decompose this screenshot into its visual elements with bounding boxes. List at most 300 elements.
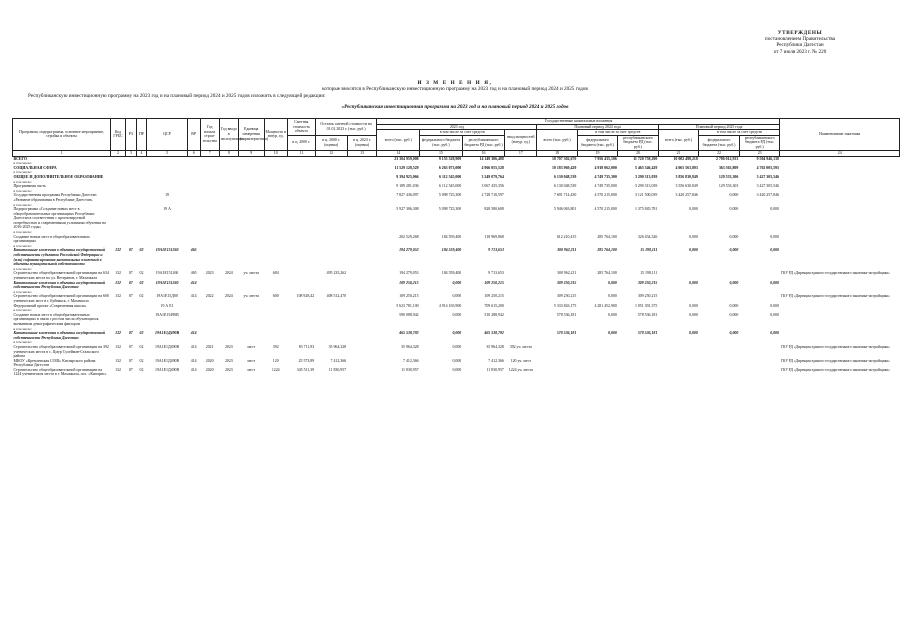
cell-rem-2023 (347, 207, 377, 230)
row-name: в том числе: (13, 340, 32, 345)
cell-rz: 07 (128, 344, 133, 349)
cell-csr: 19А1Е151260 (155, 271, 179, 276)
cell-remain: 35 964,328 (328, 344, 347, 349)
approval-title: УТВЕРЖДЕНЫ (777, 30, 823, 36)
col-rep: республиканского бюджета РД (тыс. руб.) (618, 135, 659, 150)
cell-pr: 02 (139, 248, 144, 253)
row-name: в том числе: (13, 243, 32, 248)
cell-value: 35 964,328 (401, 344, 419, 349)
col-power: Мощность в натур. ед. (264, 119, 287, 151)
cell-unit: уч. места (243, 294, 259, 299)
cell-end (219, 313, 238, 327)
column-number: 5 (147, 150, 188, 156)
row-name: в том числе: (13, 308, 32, 313)
cell-value: 11 529 128,529 (394, 165, 419, 170)
cell-csr: 19А1Е151260 (155, 248, 179, 253)
table-body (13, 156, 900, 377)
cell-value: 0,000 (770, 280, 779, 285)
cell-value: 4 065 563,803 (675, 165, 698, 170)
cell-kod (111, 193, 126, 202)
cell-csr: 19А1Е1Д490В (155, 367, 180, 372)
cell-end (219, 281, 238, 290)
cell-value (505, 248, 537, 266)
cell-value: 11 720 758,290 (633, 156, 658, 161)
cell-remain (315, 313, 347, 327)
col-vr: ВР (187, 119, 200, 151)
cell-value: 465 538,782 (484, 331, 504, 336)
cell-power: 600 (272, 294, 279, 299)
cell-rem-2023 (347, 281, 377, 290)
cell-customer: ГКУ РД «Дирекция единого государственного заказчика-застройщика» (780, 271, 890, 276)
row-name: в том числе: (13, 161, 32, 166)
table-row (13, 248, 900, 266)
cell-value: 0,000 (452, 367, 462, 372)
col-rz: РЗ (125, 119, 136, 151)
column-number: 2 (111, 150, 126, 156)
row-name: в том числе: (13, 179, 32, 184)
cell-value: 0,000 (452, 358, 462, 363)
cell-unit (238, 207, 264, 230)
cell-end (219, 235, 238, 244)
cell-value (505, 281, 537, 290)
cell-pr (136, 193, 147, 202)
cell-value: 7 827 436,097 (396, 193, 419, 198)
cell-value: 3 249 079,764 (481, 174, 504, 179)
cell-rz: 07 (128, 248, 133, 253)
col-incl: в том числе за счет средств (699, 130, 780, 136)
cell-pr: 02 (139, 358, 144, 363)
cell-pr (136, 235, 147, 244)
col-fed: федерального бюджета (тыс. руб.) (577, 135, 618, 150)
cell-remain (315, 331, 347, 340)
cell-power (264, 207, 287, 230)
cell-value: 0,000 (608, 294, 617, 299)
cell-value: 0,000 (689, 207, 698, 212)
cell-value: 2 728 710,597 (481, 193, 504, 198)
cell-end (219, 207, 238, 230)
cell-value: 7 412,366 (403, 358, 419, 363)
cell-rz (125, 193, 136, 202)
cell-value (699, 345, 740, 359)
cell-customer (780, 248, 900, 266)
cell-value: 194 279,053 (399, 271, 419, 276)
cell-pr: 02 (139, 294, 144, 299)
cell-value: 285 764,100 (597, 271, 617, 276)
cell-value: 590 088,942 (399, 312, 419, 317)
cell-value: 363 563,809 (718, 165, 739, 170)
cell-value (658, 359, 699, 368)
cell-value (658, 294, 699, 303)
cell-vr: 414 (190, 294, 197, 299)
cell-value: 0,000 (770, 207, 779, 212)
cell-power (264, 193, 287, 202)
cell-start (200, 331, 219, 340)
cell-value: 0,000 (729, 303, 739, 308)
cell-vr (187, 313, 200, 327)
cell-remain: 7 412,366 (330, 358, 347, 363)
col-customer: Наименование заказчика (780, 119, 900, 151)
cell-kod: 132 (115, 367, 121, 372)
cell-value: 3 556 630,849 (675, 184, 698, 189)
cell-vr: 465 (190, 248, 197, 253)
cell-estimate (287, 271, 315, 280)
cell-power: 392 (272, 344, 279, 349)
row-name: Подпрограмма «Создание новых мест в общеобразовательных организациях Республики Дагестан в соответствии с прогнозируемой потребностью и современными условиями обучения на 2016-2025 годы» (13, 207, 106, 230)
cell-value: 15 198,111 (640, 248, 658, 253)
cell-value: 3 290 313,039 (634, 184, 658, 189)
cell-value: 4 749 735,000 (594, 184, 617, 189)
cell-rem-2023 (347, 248, 377, 266)
cell-vr (187, 235, 200, 244)
cell-estimate (287, 331, 315, 340)
approval-stamp (700, 30, 900, 55)
cell-value: 9 189 281,036 (396, 184, 419, 189)
cell-end (219, 331, 238, 340)
cell-pr: 02 (139, 367, 144, 372)
table-row (13, 294, 900, 303)
cell-value (739, 345, 780, 359)
cell-value: 5 098 725,300 (438, 193, 462, 198)
row-name: в том числе: (13, 289, 32, 294)
cell-value: 0,000 (729, 331, 739, 336)
row-name: Капитальные вложения в объекты государственной собственности Республики Дагестан (13, 331, 106, 340)
cell-value (618, 345, 659, 359)
cell-rem-2023 (347, 271, 377, 280)
cell-csr: 19А1Е1Д490В (155, 358, 180, 363)
cell-value: 0,000 (689, 280, 698, 285)
cell-vr: 414 (190, 358, 197, 363)
table-row (13, 207, 900, 230)
cell-value: 0,000 (689, 248, 698, 253)
cell-estimate (287, 207, 315, 230)
cell-value: 3 427 305,546 (756, 184, 779, 189)
col-fed: федерального бюджета (тыс. руб.) (699, 135, 740, 150)
cell-estimate (287, 281, 315, 290)
cell-customer (780, 207, 900, 230)
cell-value: 309 250,215 (637, 294, 658, 299)
col-gov: Государственные капитальные вложения (377, 119, 780, 125)
cell-end: 2024 (224, 271, 233, 276)
cell-value (577, 359, 618, 368)
cell-value: 0,000 (452, 331, 462, 336)
cell-value: 309 250,215 (556, 294, 577, 299)
cell-value (577, 368, 618, 377)
cell-rz (125, 313, 136, 327)
cell-remain: 495 235,262 (326, 271, 347, 276)
cell-value: 0,000 (452, 344, 462, 349)
cell-end: 2024 (224, 294, 233, 299)
column-number: 24 (780, 150, 900, 156)
cell-value: 300 962,211 (557, 271, 577, 276)
cell-value (739, 294, 780, 303)
cell-value: 9 713,653 (488, 248, 504, 253)
row-name: Строительство общеобразовательной организации на 600 ученических мест в г. Буйнакск, г. Махачкала (13, 294, 109, 303)
cell-value: 5 623 781,100 (396, 303, 419, 308)
cell-value: 6 130 048,539 (553, 174, 577, 179)
cell-power (264, 281, 287, 290)
column-number: 18 (537, 150, 578, 156)
cell-kod (111, 235, 126, 244)
row-name: Создание новых мест в общеобразовательных организациях в связи с ростом числа обучающихся, вызванным демографическим фактором (13, 312, 100, 326)
cell-value: 300 962,211 (557, 248, 577, 253)
approval-line: Республики Дагестан (776, 42, 824, 49)
cell-value: 109 250,215 (484, 280, 504, 285)
cell-rem-2023 (347, 359, 377, 368)
cell-rz: 07 (128, 271, 133, 276)
col-plan-2025: Плановый период 2025 года (658, 124, 780, 130)
column-number: 22 (699, 150, 740, 156)
cell-rem-2023 (347, 235, 377, 244)
cell-start (200, 193, 219, 202)
cell-value: 3 427 305,546 (756, 174, 779, 179)
col-fed: федерального бюджета (тыс. руб.) (420, 135, 463, 150)
cell-value: 0,000 (608, 280, 617, 285)
cell-value (739, 271, 780, 280)
cell-value: 184 559,400 (441, 271, 462, 276)
cell-value: 10 183 969,429 (551, 165, 577, 170)
cell-power (264, 235, 287, 244)
cell-vr: 414 (190, 367, 197, 372)
cell-unit (238, 313, 264, 327)
row-name: Строительство общеобразовательной организации на 1224 ученических места в г. Махачкала, пос. «Кипарис» (13, 367, 107, 377)
col-start: Год начала строи-тельства (200, 119, 219, 151)
cell-value: 109 250,215 (484, 294, 504, 299)
col-2023: 2023 год (377, 124, 537, 130)
cell-value: 3 067 435,356 (481, 184, 504, 189)
table-row (13, 281, 900, 290)
cell-value (505, 331, 537, 340)
cell-estimate (287, 248, 315, 266)
cell-start: 2023 (205, 271, 214, 276)
cell-value: 5 333 843,175 (553, 303, 577, 308)
cell-end: 2023 (224, 367, 233, 372)
col-plan-2024: Плановый период 2024 года (537, 124, 659, 130)
table-row (13, 313, 900, 327)
cell-value: 3 420 257,846 (675, 193, 698, 198)
row-name: Программная часть (13, 184, 46, 189)
column-number: 19 (577, 150, 618, 156)
cell-value (658, 345, 699, 359)
cell-csr (147, 235, 188, 244)
cell-kod: 132 (115, 344, 121, 349)
cell-value: 6 112 545,000 (438, 184, 462, 189)
col-rem-2000: в ц. 2000 г. (оценка) (315, 135, 347, 150)
cell-pr: 02 (139, 271, 144, 276)
cell-value: 10 002 498,218 (673, 156, 698, 161)
cell-value: 11 830,957 (401, 367, 419, 372)
cell-unit: мест (247, 344, 256, 349)
cell-remain: 11 830,957 (328, 367, 347, 372)
cell-rem-2023 (347, 294, 377, 303)
cell-value: 0,000 (608, 312, 617, 317)
cell-value: 4 749 735,300 (594, 174, 617, 179)
col-total: всего (тыс. руб.) (377, 130, 420, 150)
cell-value: 285 764,100 (597, 234, 617, 239)
cell-remain (315, 207, 347, 230)
cell-value: 0,000 (452, 280, 462, 285)
cell-value (505, 235, 537, 244)
cell-value: 6 112 545,000 (439, 174, 462, 179)
cell-value (577, 345, 618, 359)
cell-power: 684 (272, 271, 279, 276)
approval-date: от 7 июля 2023 г. № 220 (773, 48, 827, 55)
cell-unit (238, 193, 264, 202)
column-number: 12 (315, 150, 347, 156)
cell-value (537, 359, 578, 368)
cell-value: 392 уч. места (509, 344, 532, 349)
cell-remain: 408 512,470 (326, 294, 347, 299)
cell-pr: 02 (139, 331, 144, 336)
approval-line: постановлением Правительства (764, 36, 836, 43)
cell-estimate (287, 193, 315, 202)
cell-value: 118 969,868 (484, 234, 504, 239)
column-number: 23 (739, 150, 780, 156)
cell-value: 4 966 055,528 (481, 165, 504, 170)
cell-value (505, 294, 537, 303)
column-number: 3 (125, 150, 136, 156)
cell-value: 309 250,215 (637, 280, 658, 285)
cell-value: 18 707 302,670 (551, 156, 577, 161)
cell-remain (315, 248, 347, 266)
cell-power (264, 313, 287, 327)
cell-value: 23 304 959,008 (394, 156, 419, 161)
table-row (13, 193, 900, 202)
cell-value: 578 536,181 (637, 312, 658, 317)
cell-csr: 19А1Е15Д00 (156, 294, 178, 299)
row-name: МКОУ «Кремлевская СОШ» Кизлярского района Республики Дагестан (13, 358, 96, 368)
cell-value: 1224 уч. места (508, 367, 533, 372)
row-name: СОЦИАЛЬНАЯ СФЕРА (13, 165, 57, 170)
cell-value: 0,000 (689, 234, 698, 239)
cell-value: 2 786 012,933 (715, 156, 739, 161)
cell-csr: 19А1Е1Д490В (155, 344, 180, 349)
cell-rem-2023 (347, 345, 377, 359)
table-row (13, 345, 900, 359)
table-row (13, 271, 900, 280)
col-power-in: ввод мощностей (натур. ед.) (505, 130, 537, 150)
cell-start: 2020 (205, 367, 214, 372)
cell-value: 0,000 (729, 312, 739, 317)
cell-value: 285 764,100 (597, 248, 617, 253)
cell-value: 326 434,326 (637, 234, 658, 239)
cell-end (219, 193, 238, 202)
document-title: И З М Е Н Е Н И Я, (417, 80, 493, 86)
cell-unit (238, 235, 264, 244)
col-csr: ЦСР (147, 119, 188, 151)
cell-unit (238, 281, 264, 290)
cell-kod: 132 (115, 271, 121, 276)
column-number: 6 (187, 150, 200, 156)
cell-kod (111, 313, 126, 327)
column-number: 7 (200, 150, 219, 156)
cell-value: 129 533,306 (718, 174, 739, 179)
cell-kod: 132 (115, 294, 121, 299)
row-name: ОБЩЕЕ И ДОПОЛНИТЕЛЬНОЕ ОБРАЗОВАНИЕ (13, 174, 104, 179)
col-est-2000: в ц. 2000 г. (287, 135, 315, 150)
cell-value: 4 914 165,900 (438, 303, 462, 308)
row-name: ВСЕГО (13, 156, 27, 161)
column-number: 20 (618, 150, 659, 156)
col-kod: Код ГРБС (111, 119, 126, 151)
cell-value: 0,000 (770, 312, 779, 317)
cell-value (658, 271, 699, 280)
column-number: 8 (219, 150, 238, 156)
cell-value (537, 345, 578, 359)
cell-value: 3 121 500,039 (634, 193, 658, 198)
cell-value: 9 155 528,909 (438, 156, 462, 161)
col-total: всего (тыс. руб.) (537, 130, 578, 150)
cell-power: 1224 (271, 367, 280, 372)
cell-csr: 19 А (163, 207, 171, 212)
cell-value: 9 394 925,066 (396, 174, 419, 179)
cell-value (505, 207, 537, 230)
column-number: 9 (238, 150, 264, 156)
cell-value: 0,000 (689, 312, 698, 317)
program-title: «Республиканская инвестиционная программа на 2023 год и на плановый период 2024 и 2025 годов (341, 104, 569, 110)
cell-value (699, 294, 740, 303)
cell-value: 15 198,111 (640, 271, 658, 276)
cell-value: 3 420 257,846 (756, 193, 779, 198)
column-number: 13 (347, 150, 377, 156)
cell-customer: ГКУ РД «Дирекция единого государственного заказчика-застройщика» (780, 294, 890, 299)
cell-value (618, 359, 659, 368)
cell-end: 2023 (224, 358, 233, 363)
column-number: 4 (136, 150, 147, 156)
cell-rz: 07 (128, 294, 133, 299)
column-number: 16 (462, 150, 505, 156)
cell-value: 4 702 005,595 (756, 165, 779, 170)
cell-customer (780, 313, 900, 327)
cell-value (505, 271, 537, 280)
row-name: Капитальные вложения в объекты государственной собственности Республики Дагестан (13, 280, 106, 290)
cell-rz (125, 235, 136, 244)
cell-value: 709 615,200 (484, 303, 504, 308)
cell-value: 0,000 (770, 303, 779, 308)
cell-value: 4 281 452,900 (594, 303, 617, 308)
cell-value: 612 210,415 (556, 234, 577, 239)
cell-customer (780, 235, 900, 244)
cell-value: 109 250,215 (399, 294, 419, 299)
cell-unit: мест (247, 358, 256, 363)
cell-remain (315, 235, 347, 244)
row-name: в том числе: (13, 170, 32, 175)
cell-value: 9 713,653 (488, 271, 504, 276)
cell-start: 2020 (205, 358, 214, 363)
col-incl: в том числе за счет средств (577, 130, 658, 136)
row-name: Создание новых мест в общеобразовательных организациях (13, 234, 90, 244)
cell-value (618, 368, 659, 377)
document-heading (0, 80, 910, 110)
cell-value (739, 359, 780, 368)
cell-unit: мест (247, 367, 256, 372)
row-name: Капитальные вложения в объекты государственной собственности субъектов Российской Федерации и (или) софинансирование капитальных вложений в объекты муниципальной собственности (13, 248, 106, 267)
cell-value: 5 465 346,429 (634, 165, 658, 170)
table-row (13, 368, 900, 377)
cell-value: 4 570 215,000 (594, 193, 617, 198)
table-row (13, 331, 900, 340)
cell-value: 0,000 (689, 303, 698, 308)
cell-kod: 132 (115, 248, 121, 253)
cell-vr: 414 (190, 331, 197, 336)
cell-pr (136, 207, 147, 230)
cell-power (264, 331, 287, 340)
row-name: Строительство общеобразовательной организации на 392 ученических места в с. Цмур Сулейман-Стальского района (13, 344, 109, 359)
cell-start: 2021 (205, 344, 214, 349)
column-number: 1 (13, 150, 111, 156)
table-row (13, 359, 900, 368)
cell-customer: ГКУ РД «Дирекция единого государственного заказчика-застройщика» (780, 367, 890, 372)
cell-value: 6 263 073,000 (438, 165, 462, 170)
